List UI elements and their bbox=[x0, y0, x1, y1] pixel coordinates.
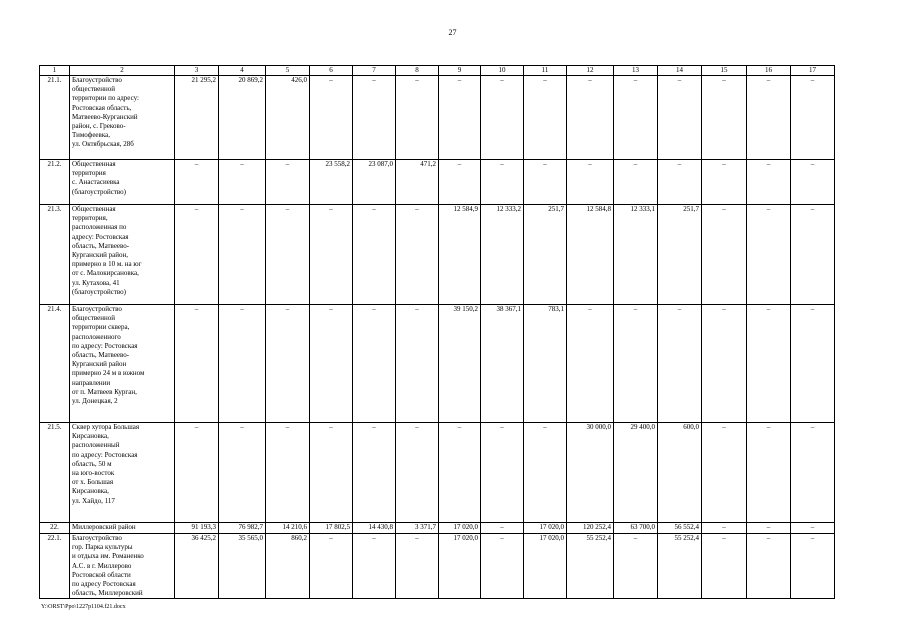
object-name: Сквер хутора Большая Кирсановка, расположенный по адресу: Ростовская область, 50 м на юго-восток от х. Большая Кирсановка, ул. Хайдо, 117 bbox=[70, 423, 175, 523]
amount-cell: – bbox=[439, 76, 481, 160]
amount-cell: – bbox=[524, 76, 567, 160]
amount-cell: – bbox=[353, 305, 396, 423]
amount-cell: 91 193,3 bbox=[175, 523, 219, 534]
amount-cell: 21 295,2 bbox=[175, 76, 219, 160]
column-header: 16 bbox=[747, 66, 791, 76]
column-header: 3 bbox=[175, 66, 219, 76]
column-header: 5 bbox=[266, 66, 310, 76]
amount-cell: – bbox=[353, 534, 396, 599]
table-row bbox=[40, 205, 835, 305]
amount-cell: – bbox=[481, 523, 524, 534]
amount-cell: 76 982,7 bbox=[219, 523, 266, 534]
amount-cell: 56 552,4 bbox=[658, 523, 702, 534]
amount-cell: – bbox=[524, 160, 567, 205]
table-row bbox=[40, 76, 835, 160]
amount-cell: 3 371,7 bbox=[396, 523, 439, 534]
column-header: 17 bbox=[791, 66, 835, 76]
amount-cell: – bbox=[396, 205, 439, 305]
amount-cell: – bbox=[481, 160, 524, 205]
table-row bbox=[40, 160, 835, 205]
amount-cell: – bbox=[266, 205, 310, 305]
row-number: 22. bbox=[40, 523, 70, 534]
amount-cell: – bbox=[439, 423, 481, 523]
object-name: Благоустройство гор. Парка культуры и отдыха им. Романенко А.С. в г. Миллерово Ростовской области по адресу Ростовская область, Миллеровский bbox=[70, 534, 175, 599]
amount-cell: – bbox=[658, 160, 702, 205]
amount-cell: 600,0 bbox=[658, 423, 702, 523]
amount-cell: 860,2 bbox=[266, 534, 310, 599]
amount-cell: – bbox=[702, 205, 747, 305]
amount-cell: – bbox=[702, 534, 747, 599]
amount-cell: – bbox=[396, 423, 439, 523]
object-name: Благоустройство общественной территории по адресу: Ростовская область, Матвеево-Курганский район, с. Греково- Тимофеевка, ул. Октябрьская, 28б bbox=[70, 76, 175, 160]
amount-cell: 17 020,0 bbox=[439, 523, 481, 534]
amount-cell: 14 430,8 bbox=[353, 523, 396, 534]
amount-cell: 38 367,1 bbox=[481, 305, 524, 423]
amount-cell: 251,7 bbox=[658, 205, 702, 305]
row-number: 21.2. bbox=[40, 160, 70, 205]
amount-cell: – bbox=[396, 76, 439, 160]
amount-cell: – bbox=[791, 534, 835, 599]
amount-cell: – bbox=[567, 305, 614, 423]
table-header-row bbox=[40, 66, 835, 76]
amount-cell: – bbox=[702, 423, 747, 523]
budget-table bbox=[39, 65, 835, 599]
amount-cell: – bbox=[219, 160, 266, 205]
amount-cell: – bbox=[747, 534, 791, 599]
amount-cell: – bbox=[353, 423, 396, 523]
page-number: 27 bbox=[448, 28, 457, 37]
amount-cell: 783,1 bbox=[524, 305, 567, 423]
amount-cell: – bbox=[219, 423, 266, 523]
amount-cell: 55 252,4 bbox=[567, 534, 614, 599]
row-number: 21.3. bbox=[40, 205, 70, 305]
table-row bbox=[40, 534, 835, 599]
amount-cell: 20 869,2 bbox=[219, 76, 266, 160]
amount-cell: – bbox=[658, 305, 702, 423]
amount-cell: – bbox=[702, 160, 747, 205]
table-row bbox=[40, 305, 835, 423]
amount-cell: – bbox=[310, 534, 353, 599]
object-name: Миллеровский район bbox=[70, 523, 175, 534]
column-header: 15 bbox=[702, 66, 747, 76]
amount-cell: – bbox=[791, 160, 835, 205]
amount-cell: – bbox=[614, 305, 658, 423]
amount-cell: 17 020,0 bbox=[524, 534, 567, 599]
amount-cell: 23 087,0 bbox=[353, 160, 396, 205]
amount-cell: 120 252,4 bbox=[567, 523, 614, 534]
amount-cell: – bbox=[791, 423, 835, 523]
amount-cell: 39 150,2 bbox=[439, 305, 481, 423]
row-number: 21.5. bbox=[40, 423, 70, 523]
amount-cell: 12 584,8 bbox=[567, 205, 614, 305]
object-name: Общественная территория, расположенная по адресу: Ростовская область, Матвеево- Курганский район, примерно в 10 м. на юг от с. Малокирсановка, ул. Кутахова, 41 (благоустройство) bbox=[70, 205, 175, 305]
amount-cell: 55 252,4 bbox=[658, 534, 702, 599]
amount-cell: – bbox=[439, 160, 481, 205]
amount-cell: 30 000,0 bbox=[567, 423, 614, 523]
column-header: 9 bbox=[439, 66, 481, 76]
amount-cell: – bbox=[396, 305, 439, 423]
amount-cell: – bbox=[266, 305, 310, 423]
column-header: 11 bbox=[524, 66, 567, 76]
row-number: 22.1. bbox=[40, 534, 70, 599]
amount-cell: 251,7 bbox=[524, 205, 567, 305]
amount-cell: 17 020,0 bbox=[524, 523, 567, 534]
amount-cell: 12 584,9 bbox=[439, 205, 481, 305]
amount-cell: – bbox=[791, 205, 835, 305]
amount-cell: – bbox=[353, 76, 396, 160]
amount-cell: 29 400,0 bbox=[614, 423, 658, 523]
object-name: Благоустройство общественной территории сквера, расположенного по адресу: Ростовская область, Матвеево- Курганский район примерно 24 м в южном направлении от п. Матвеев Курган, ул. Донецкая, 2 bbox=[70, 305, 175, 423]
amount-cell: – bbox=[747, 76, 791, 160]
amount-cell: – bbox=[614, 160, 658, 205]
amount-cell: 14 210,6 bbox=[266, 523, 310, 534]
amount-cell: – bbox=[614, 76, 658, 160]
amount-cell: – bbox=[396, 534, 439, 599]
amount-cell: – bbox=[353, 205, 396, 305]
amount-cell: – bbox=[266, 160, 310, 205]
column-header: 2 bbox=[70, 66, 175, 76]
amount-cell: 17 020,0 bbox=[439, 534, 481, 599]
column-header: 6 bbox=[310, 66, 353, 76]
table-row bbox=[40, 423, 835, 523]
column-header: 14 bbox=[658, 66, 702, 76]
column-header: 4 bbox=[219, 66, 266, 76]
amount-cell: – bbox=[747, 523, 791, 534]
amount-cell: 426,0 bbox=[266, 76, 310, 160]
amount-cell: – bbox=[266, 423, 310, 523]
amount-cell: – bbox=[702, 523, 747, 534]
amount-cell: – bbox=[747, 305, 791, 423]
amount-cell: 471,2 bbox=[396, 160, 439, 205]
amount-cell: – bbox=[567, 76, 614, 160]
column-header: 8 bbox=[396, 66, 439, 76]
amount-cell: 63 700,0 bbox=[614, 523, 658, 534]
amount-cell: – bbox=[175, 423, 219, 523]
footer-file-path: Y:\ORST\Ppo\1227p1104.f21.docx bbox=[41, 604, 126, 610]
amount-cell: – bbox=[658, 76, 702, 160]
amount-cell: – bbox=[791, 76, 835, 160]
amount-cell: 23 558,2 bbox=[310, 160, 353, 205]
amount-cell: – bbox=[175, 305, 219, 423]
table-row bbox=[40, 523, 835, 534]
amount-cell: – bbox=[791, 523, 835, 534]
amount-cell: – bbox=[614, 534, 658, 599]
amount-cell: – bbox=[481, 423, 524, 523]
amount-cell: – bbox=[524, 423, 567, 523]
amount-cell: – bbox=[219, 205, 266, 305]
row-number: 21.1. bbox=[40, 76, 70, 160]
amount-cell: – bbox=[747, 160, 791, 205]
amount-cell: – bbox=[175, 160, 219, 205]
column-header: 1 bbox=[40, 66, 70, 76]
amount-cell: – bbox=[310, 76, 353, 160]
row-number: 21.4. bbox=[40, 305, 70, 423]
amount-cell: – bbox=[219, 305, 266, 423]
amount-cell: 12 333,2 bbox=[481, 205, 524, 305]
amount-cell: – bbox=[702, 305, 747, 423]
amount-cell: – bbox=[310, 423, 353, 523]
amount-cell: 12 333,1 bbox=[614, 205, 658, 305]
amount-cell: – bbox=[481, 76, 524, 160]
amount-cell: – bbox=[481, 534, 524, 599]
amount-cell: 36 425,2 bbox=[175, 534, 219, 599]
column-header: 13 bbox=[614, 66, 658, 76]
amount-cell: 35 565,0 bbox=[219, 534, 266, 599]
amount-cell: 17 802,5 bbox=[310, 523, 353, 534]
column-header: 10 bbox=[481, 66, 524, 76]
amount-cell: – bbox=[702, 76, 747, 160]
column-header: 7 bbox=[353, 66, 396, 76]
amount-cell: – bbox=[175, 205, 219, 305]
amount-cell: – bbox=[567, 160, 614, 205]
amount-cell: – bbox=[747, 423, 791, 523]
object-name: Общественная территория с. Анастасиевка (благоустройство) bbox=[70, 160, 175, 205]
column-header: 12 bbox=[567, 66, 614, 76]
amount-cell: – bbox=[310, 205, 353, 305]
amount-cell: – bbox=[310, 305, 353, 423]
amount-cell: – bbox=[791, 305, 835, 423]
amount-cell: – bbox=[747, 205, 791, 305]
